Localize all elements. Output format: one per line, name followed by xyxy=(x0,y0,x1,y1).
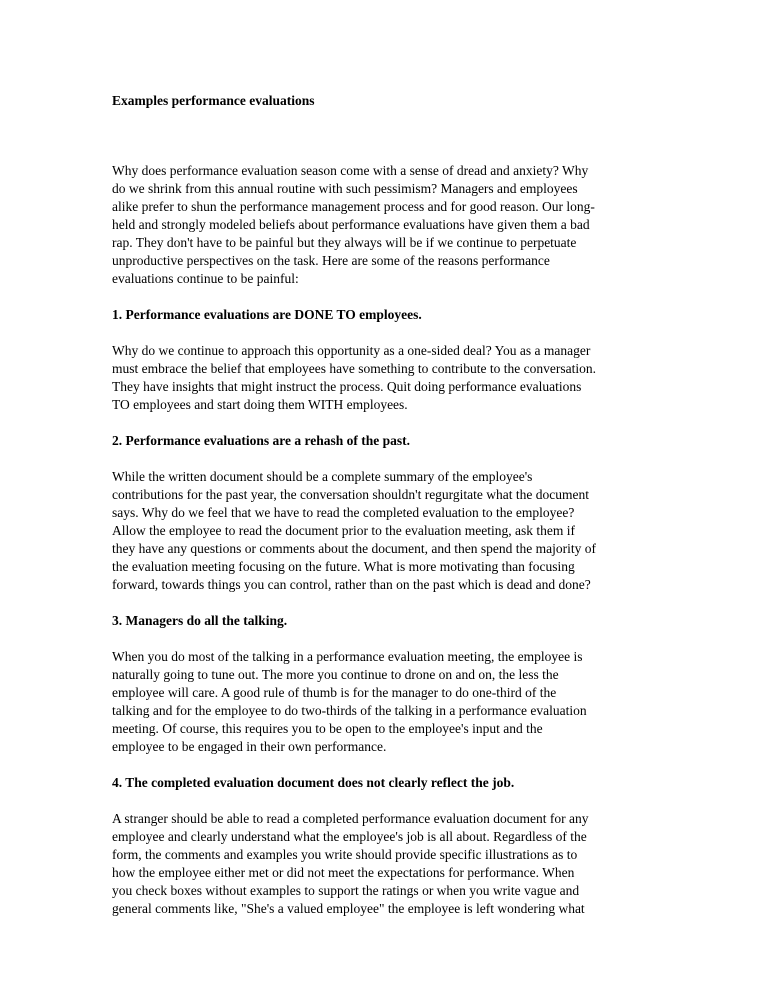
section-paragraph-3 xyxy=(112,648,657,756)
text-line: says. Why do we feel that we have to read the completed evaluation to the employee? xyxy=(112,505,575,520)
text-line: they have any questions or comments about the document, and then spend the majority of xyxy=(112,541,597,556)
text-line: forward, towards things you can control, rather than on the past which is dead and done? xyxy=(112,577,591,592)
text-line: While the written document should be a complete summary of the employee's xyxy=(112,469,533,484)
text-line: They have insights that might instruct the process. Quit doing performance evaluations xyxy=(112,379,582,394)
document-title: Examples performance evaluations xyxy=(112,93,315,108)
text-line: form, the comments and examples you write should provide specific illustrations as to xyxy=(112,847,578,862)
text-line: talking and for the employee to do two-thirds of the talking in a performance evaluation xyxy=(112,703,587,718)
document-page xyxy=(112,92,657,936)
text-line: Allow the employee to read the document prior to the evaluation meeting, ask them if xyxy=(112,523,575,538)
text-line: meeting. Of course, this requires you to be open to the employee's input and the xyxy=(112,721,543,736)
text-line: alike prefer to shun the performance management process and for good reason. Our long- xyxy=(112,199,595,214)
text-line: evaluations continue to be painful: xyxy=(112,271,299,286)
section-heading-2: 2. Performance evaluations are a rehash of the past. xyxy=(112,433,410,448)
text-line: When you do most of the talking in a performance evaluation meeting, the employee is xyxy=(112,649,583,664)
section-heading-4: 4. The completed evaluation document does not clearly reflect the job. xyxy=(112,775,515,790)
section-paragraph-1 xyxy=(112,342,657,414)
text-line: the evaluation meeting focusing on the future. What is more motivating than focusing xyxy=(112,559,575,574)
text-line: you check boxes without examples to support the ratings or when you write vague and xyxy=(112,883,580,898)
text-line: employee will care. A good rule of thumb is for the manager to do one-third of the xyxy=(112,685,557,700)
section-heading-3: 3. Managers do all the talking. xyxy=(112,613,288,628)
text-line: held and strongly modeled beliefs about performance evaluations have given them a bad xyxy=(112,217,590,232)
text-line: Why does performance evaluation season come with a sense of dread and anxiety? Why xyxy=(112,163,589,178)
text-line: A stranger should be able to read a completed performance evaluation document for any xyxy=(112,811,589,826)
text-line: general comments like, "She's a valued employee" the employee is left wondering what xyxy=(112,901,585,916)
section-paragraph-4 xyxy=(112,810,657,918)
text-line: TO employees and start doing them WITH employees. xyxy=(112,397,408,412)
section-paragraph-2 xyxy=(112,468,657,594)
text-line: contributions for the past year, the conversation shouldn't regurgitate what the document xyxy=(112,487,590,502)
intro-paragraph xyxy=(112,162,657,288)
text-line: employee to be engaged in their own performance. xyxy=(112,739,387,754)
text-line: how the employee either met or did not meet the expectations for performance. When xyxy=(112,865,575,880)
text-line: must embrace the belief that employees have something to contribute to the conversation. xyxy=(112,361,596,376)
text-line: do we shrink from this annual routine with such pessimism? Managers and employees xyxy=(112,181,578,196)
section-heading-1: 1. Performance evaluations are DONE TO employees. xyxy=(112,307,422,322)
text-line: naturally going to tune out. The more you continue to drone on and on, the less the xyxy=(112,667,559,682)
text-line: employee and clearly understand what the employee's job is all about. Regardless of the xyxy=(112,829,587,844)
text-line: rap. They don't have to be painful but they always will be if we continue to perpetuate xyxy=(112,235,577,250)
text-line: unproductive perspectives on the task. Here are some of the reasons performance xyxy=(112,253,550,268)
text-line: Why do we continue to approach this opportunity as a one-sided deal? You as a manager xyxy=(112,343,591,358)
